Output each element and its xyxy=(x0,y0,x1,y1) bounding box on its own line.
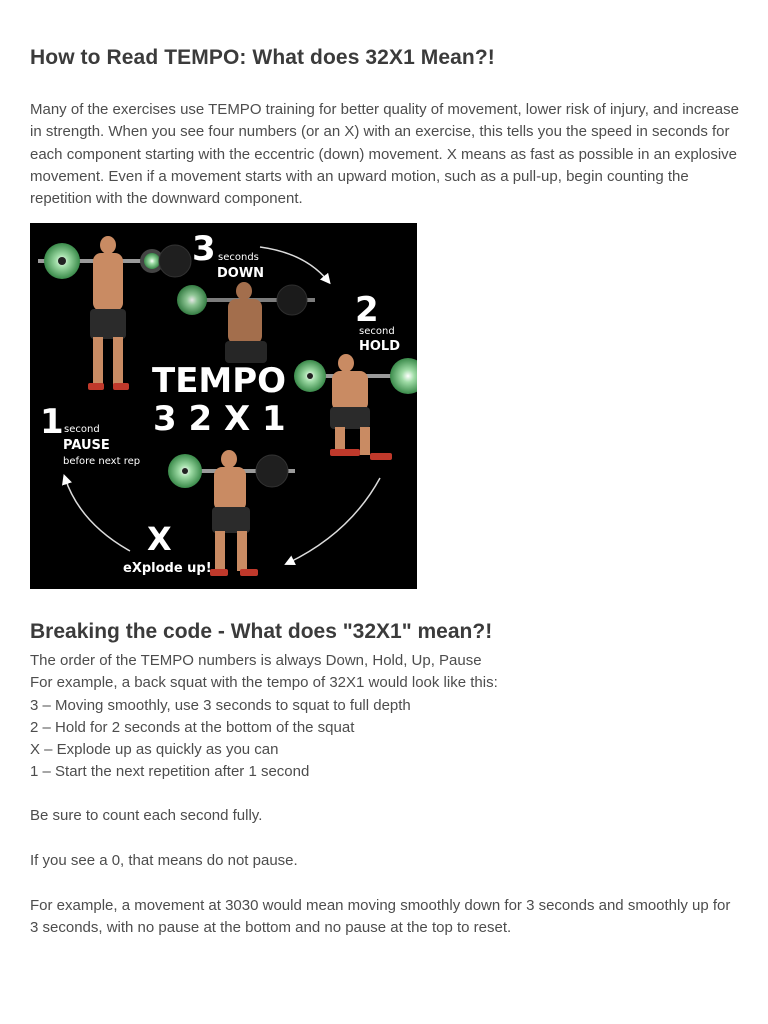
list-item: For example, a back squat with the tempo of 32X1 would look like this: xyxy=(30,674,498,692)
intro-paragraph: Many of the exercises use TEMPO training for better quality of movement, lower risk of injury, and increase in strength. When you see four numbers (or an X) with an exercise, this tells you the speed in seconds for each component starting with the eccentric (down) movement. X means as fast as possible in an explosive movement. Even if a movement starts with an upward motion, such as a pull-up, begin counting the repetition with the downward component. xyxy=(30,101,739,208)
tempo-explanation-list xyxy=(30,650,742,784)
section-title: Breaking the code - What does "32X1" mean?! xyxy=(30,620,493,643)
step-hold-label: HOLD xyxy=(359,339,401,354)
figure-center-code: 3 2 X 1 xyxy=(153,399,286,439)
step-pause-note: before next rep xyxy=(63,456,141,467)
step-down-small: seconds xyxy=(218,252,259,263)
list-item: The order of the TEMPO numbers is always Down, Hold, Up, Pause xyxy=(30,652,482,669)
step-pause-number: 1 xyxy=(40,402,64,442)
step-hold-small: second xyxy=(359,326,395,337)
step-hold-number: 2 xyxy=(355,290,379,330)
list-item: 3 – Moving smoothly, use 3 seconds to squat to full depth xyxy=(30,696,411,714)
step-pause-small: second xyxy=(64,424,100,435)
step-explode-number: X xyxy=(147,520,172,558)
step-down-number: 3 xyxy=(192,229,216,269)
tempo-diagram-image xyxy=(30,223,417,589)
list-item: 1 – Start the next repetition after 1 second xyxy=(30,763,310,781)
step-pause-label: PAUSE xyxy=(63,438,110,453)
step-down-label: DOWN xyxy=(217,266,265,281)
note-zero-paragraph: If you see a 0, that means do not pause. xyxy=(30,852,298,869)
list-item: 2 – Hold for 2 seconds at the bottom of the squat xyxy=(30,718,355,736)
figure-center-title: TEMPO xyxy=(152,361,287,401)
step-explode-label: eXplode up! xyxy=(123,561,212,576)
list-item: X – Explode up as quickly as you can xyxy=(30,741,279,759)
note-example-paragraph: For example, a movement at 3030 would mean moving smoothly down for 3 seconds and smoothly up for 3 seconds, with no pause at the bottom and no pause at the top to reset. xyxy=(30,897,731,937)
note-count-paragraph: Be sure to count each second fully. xyxy=(30,807,263,824)
page-title: How to Read TEMPO: What does 32X1 Mean?! xyxy=(30,46,495,69)
